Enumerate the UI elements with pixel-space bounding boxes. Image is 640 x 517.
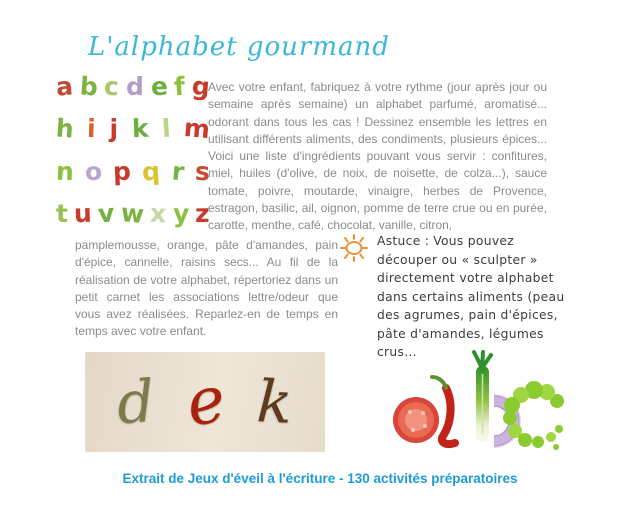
- alphabet-row: [55, 113, 212, 145]
- vegetable-letter-z: z: [195, 198, 211, 229]
- food-photo-letter-e: e: [180, 362, 232, 442]
- tip-body: Vous pouvez découper ou « sculpter » directement votre alphabet dans certains aliments (peau des agrumes, pain d'épices, pâte d'amandes, légumes crus...: [377, 234, 565, 359]
- vegetable-letter-j: j: [109, 114, 119, 144]
- vegetable-letter-q: q: [141, 156, 162, 187]
- vegetable-letter-x: x: [149, 198, 168, 229]
- vegetable-letter-p: p: [112, 156, 132, 186]
- vegetable-letter-n: n: [55, 156, 75, 186]
- vegetable-letter-h: h: [55, 113, 75, 144]
- vegetable-letter-v: v: [97, 198, 116, 229]
- body-paragraph-main: Avec votre enfant, fabriquez à votre rythme (jour après jour ou semaine après semaine) un alphabet parfumé, aromatisé... odorant dans tous les cas ! Dessinez ensemble les lettres en utilisant différents aliments, des condiments, plusieurs épices... Voici une liste d'ingrédients pouvant vous servir : confitures, miel, huiles (d'olive, de noix, de noisette, de colza...), sauce tomate, poivre, moutarde, vinaigre, herbes de Provence, estragon, basilic, ail, oignon, pomme de terre crue ou en purée, carotte, menthe, café, chocolat, vanille, citron,: [208, 80, 547, 233]
- letter-a-tomato-chili: [393, 377, 455, 444]
- veggie-abc-illustration: [386, 350, 566, 459]
- tip-text: [377, 232, 565, 362]
- vegetable-letter-d: d: [125, 72, 144, 101]
- vegetable-letter-o: o: [85, 156, 103, 186]
- alphabet-row: [56, 198, 211, 229]
- vegetable-letter-b: b: [78, 71, 99, 102]
- vegetable-letter-c: c: [103, 71, 120, 102]
- food-photo-letter-k: k: [255, 367, 295, 437]
- vegetable-alphabet-illustration: [54, 71, 212, 229]
- vegetable-letter-a: a: [54, 71, 75, 102]
- vegetable-letter-l: l: [160, 114, 172, 144]
- food-photo-letter-d: d: [115, 366, 157, 438]
- body-paragraph-continued: pamplemousse, orange, pâte d'amandes, pain d'épice, cannelle, raisins secs... Au fil de la réalisation de votre alphabet, répertoriez dans un petit carnet les associations lettre/odeur que vous avez réalisées. Reparlez-en de temps en temps avec votre enfant.: [75, 238, 338, 339]
- vegetable-letter-e: e: [150, 71, 169, 102]
- page-title: L'alphabet gourmand: [88, 32, 390, 62]
- footer-caption: Extrait de Jeux d'éveil à l'écriture - 130 activités préparatoires: [122, 471, 518, 486]
- vegetable-letter-y: y: [172, 198, 190, 229]
- alphabet-row: [54, 71, 212, 102]
- vegetable-letter-t: t: [56, 198, 68, 228]
- vegetable-letter-m: m: [182, 113, 212, 145]
- vegetable-letter-w: w: [119, 198, 146, 229]
- tip-label: Astuce :: [377, 234, 430, 248]
- sun-icon: [339, 233, 369, 268]
- vegetable-letter-f: f: [173, 71, 187, 102]
- vegetable-letter-k: k: [131, 114, 149, 144]
- alphabet-row: [55, 156, 211, 187]
- vegetable-letter-s: s: [194, 156, 211, 187]
- tip-box: [339, 232, 565, 362]
- vegetable-letter-i: i: [86, 114, 97, 144]
- vegetable-letter-g: g: [190, 71, 212, 102]
- vegetable-letter-r: r: [170, 156, 186, 187]
- vegetable-letter-u: u: [73, 198, 93, 229]
- food-letters-photo: [85, 352, 325, 452]
